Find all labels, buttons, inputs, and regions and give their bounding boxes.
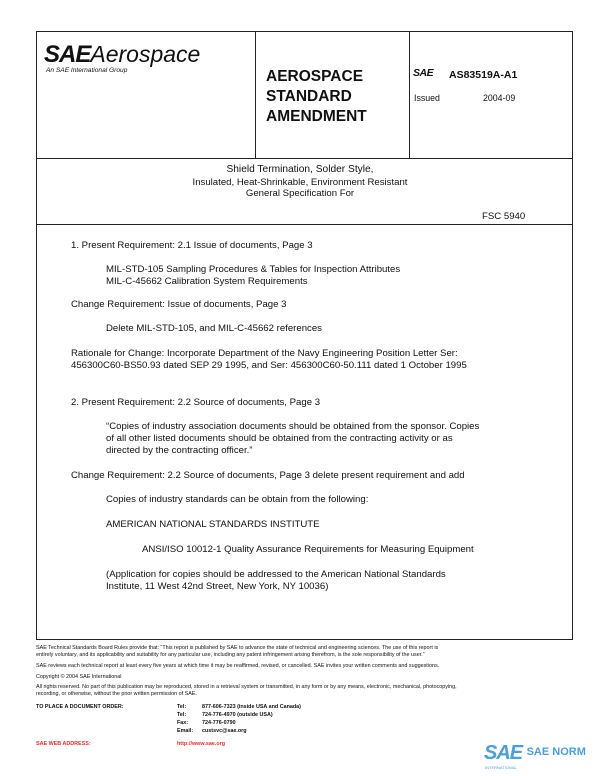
footer-rules-1: SAE Technical Standards Board Rules provide that: “This report is published by SAE to advance the state of technical and engineering sciences. The use of this report is: [36, 645, 439, 651]
contact-email[interactable]: custsvc@sae.org: [202, 728, 247, 734]
footer-rights-2: recording, or otherwise, without the prior written permission of SAE.: [36, 691, 197, 697]
watermark-sae: SAE: [484, 742, 523, 764]
spec-title-line-3: General Specification For: [245, 188, 355, 199]
doc-item: MIL-STD-105 Sampling Procedures & Tables for Inspection Attributes: [106, 264, 401, 275]
footer-rights-1: All rights reserved. No part of this publication may be reproduced, stored in a retrieval system or transmitted, in any form or by any means, electronic, mechanical, photocopying,: [36, 684, 457, 690]
present-req-2: 2. Present Requirement: 2.2 Source of documents, Page 3: [71, 397, 321, 408]
footer-copyright: Copyright © 2004 SAE International: [36, 674, 122, 680]
contact-label: Fax:: [177, 720, 189, 726]
spec-title-line-1: Shield Termination, Solder Style,: [226, 164, 374, 175]
logo-aerospace: Aerospace: [90, 41, 201, 67]
quote-line: of all other listed documents should be obtained from the contracting activity or as: [106, 433, 453, 444]
change-intro-2: Copies of industry standards can be obtain from the following:: [106, 494, 369, 505]
contact-value: 724-776-4970 (outside USA): [202, 712, 273, 718]
ansi-org: AMERICAN NATIONAL STANDARDS INSTITUTE: [106, 519, 320, 530]
change-item-1: Delete MIL-STD-105, and MIL-C-45662 references: [106, 323, 322, 334]
sae-norm-watermark: [484, 742, 586, 765]
doc-number: AS83519A-A1: [449, 69, 518, 81]
contact-label: Tel:: [177, 712, 187, 718]
spec-title-line-2: Insulated, Heat-Shrinkable, Environment Resistant: [192, 177, 408, 188]
change-req-1: Change Requirement: Issue of documents, Page 3: [71, 299, 287, 310]
header-divider-2: [409, 31, 410, 159]
title-line: AEROSPACE: [266, 68, 364, 85]
fsc-code: FSC 5940: [482, 211, 526, 222]
quote-line: “Copies of industry association documents should be obtained from the sponsor. Copies: [106, 421, 480, 432]
title-line: STANDARD: [266, 88, 352, 105]
change-req-2: Change Requirement: 2.2 Source of documents, Page 3 delete present requirement and add: [71, 470, 465, 481]
logo-sae: SAE: [44, 41, 91, 68]
doc-item: MIL-C-45662 Calibration System Requirements: [106, 276, 308, 287]
contact-label: Tel:: [177, 704, 187, 710]
ansi-std: ANSI/ISO 10012-1 Quality Assurance Requirements for Measuring Equipment: [142, 544, 474, 555]
doc-sae-mark: SAE: [413, 67, 434, 79]
issued-date: 2004-09: [483, 93, 516, 103]
application-note-line: Institute, 11 West 42nd Street, New York, NY 10036): [106, 581, 329, 592]
header-divider-1: [255, 31, 256, 159]
rationale-line-1: Rationale for Change: Incorporate Department of the Navy Engineering Position Letter Ser:: [71, 348, 458, 359]
quote-line: directed by the contracting officer.”: [106, 445, 253, 456]
rationale-line-2: 456300C60-BS50.93 dated SEP 29 1995, and Ser: 456300C60-50.111 dated 1 October 1995: [71, 360, 467, 371]
contact-label: Email:: [177, 728, 194, 734]
order-label: TO PLACE A DOCUMENT ORDER:: [36, 704, 124, 710]
contact-value: 877-606-7323 (inside USA and Canada): [202, 704, 301, 710]
web-url-link[interactable]: http://www.sae.org: [177, 741, 226, 747]
watermark-norm: SAE NORM: [526, 746, 586, 758]
sae-aerospace-logo: [44, 41, 200, 69]
title-line: AMENDMENT: [266, 108, 367, 125]
contact-value: 724-776-0790: [202, 720, 236, 726]
application-note-line: (Application for copies should be addressed to the American National Standards: [106, 569, 446, 580]
web-label: SAE WEB ADDRESS:: [36, 741, 91, 747]
page-title: [266, 67, 367, 127]
footer-review: SAE reviews each technical report at least every five years at which time it may be reaffirmed, revised, or cancelled. SAE invites your written comments and suggestions.: [36, 663, 440, 669]
logo-subtitle: An SAE International Group: [46, 67, 128, 74]
present-req-1: 1. Present Requirement: 2.1 Issue of documents, Page 3: [71, 240, 313, 251]
watermark-subtitle: INTERNATIONAL: [485, 765, 517, 770]
issued-label: Issued: [414, 93, 440, 103]
footer-rules-2: entirely voluntary, and its applicability and suitability for any particular use, including any patent infringement arising therefrom, is the sole responsibility of the user.”: [36, 652, 425, 658]
